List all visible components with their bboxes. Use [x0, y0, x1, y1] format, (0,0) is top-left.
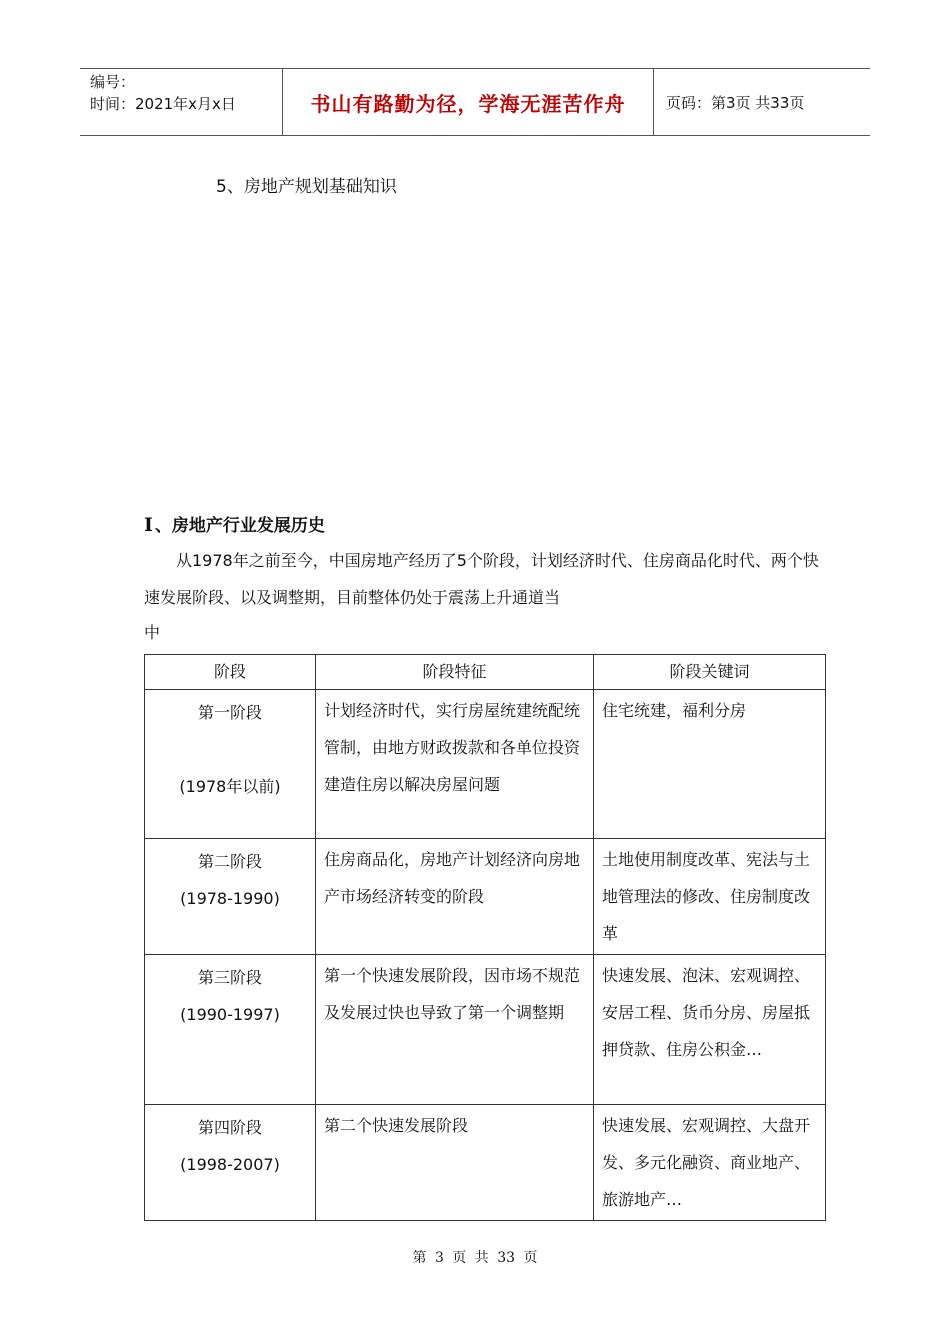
stage-cell: [145, 1105, 316, 1221]
page-footer: 第 3 页 共 33 页: [412, 1250, 538, 1266]
table-header-row: [145, 655, 826, 690]
section-title-5: 5、房地产规划基础知识: [216, 177, 397, 197]
header-meta: [80, 69, 282, 135]
stage-cell: [145, 839, 316, 955]
column-header-feature: 阶段特征: [316, 655, 594, 690]
stage-cell: [145, 955, 316, 1105]
stage-name: 第二阶段: [197, 852, 262, 871]
table-row: [145, 690, 826, 839]
header-motto: 书山有路勤为径，学海无涯苦作舟: [282, 69, 654, 135]
stage-name: 第一阶段: [197, 703, 262, 722]
stage-period: (1978-1990): [180, 889, 280, 908]
intro-paragraph: 从1978年之前至今，中国房地产经历了5个阶段，计划经济时代、住房商品化时代、两个快速发展阶段、以及调整期，目前整体仍处于震荡上升通道当: [144, 551, 819, 607]
page-header: [80, 68, 870, 136]
stage-period: (1998-2007): [180, 1155, 280, 1174]
keywords-cell: 住宅统建，福利分房: [594, 690, 826, 839]
column-header-keywords: 阶段关键词: [594, 655, 826, 690]
heading-roman-numeral: I: [144, 514, 153, 536]
stages-table: [144, 654, 826, 1221]
intro-paragraph-tail: 中: [144, 623, 161, 642]
column-header-stage: 阶段: [145, 655, 316, 690]
stage-name: 第四阶段: [197, 1118, 262, 1137]
stage-period: (1990-1997): [180, 1005, 280, 1024]
time-label: 时间：2021年x月x日: [90, 95, 236, 113]
section-heading-1: [144, 511, 325, 536]
stage-period: (1978年以前): [179, 777, 281, 796]
feature-cell: 第一个快速发展阶段，因市场不规范及发展过快也导致了第一个调整期: [316, 955, 594, 1105]
stage-name: 第三阶段: [197, 968, 262, 987]
code-label: 编号：: [90, 73, 136, 91]
table-row: [145, 1105, 826, 1221]
feature-cell: 计划经济时代，实行房屋统建统配统管制，由地方财政拨款和各单位投资建造住房以解决房屋问题: [316, 690, 594, 839]
stage-cell: [145, 690, 316, 839]
keywords-cell: 快速发展、宏观调控、大盘开发、多元化融资、商业地产、旅游地产…: [594, 1105, 826, 1221]
heading-text: 、房地产行业发展历史: [154, 516, 325, 536]
table-row: [145, 839, 826, 955]
table-row: [145, 955, 826, 1105]
feature-cell: 住房商品化，房地产计划经济向房地产市场经济转变的阶段: [316, 839, 594, 955]
keywords-cell: 土地使用制度改革、宪法与土地管理法的修改、住房制度改革: [594, 839, 826, 955]
keywords-cell: 快速发展、泡沫、宏观调控、安居工程、货币分房、房屋抵押贷款、住房公积金…: [594, 955, 826, 1105]
header-page-info: 页码：第3页 共33页: [666, 93, 805, 112]
feature-cell: 第二个快速发展阶段: [316, 1105, 594, 1221]
